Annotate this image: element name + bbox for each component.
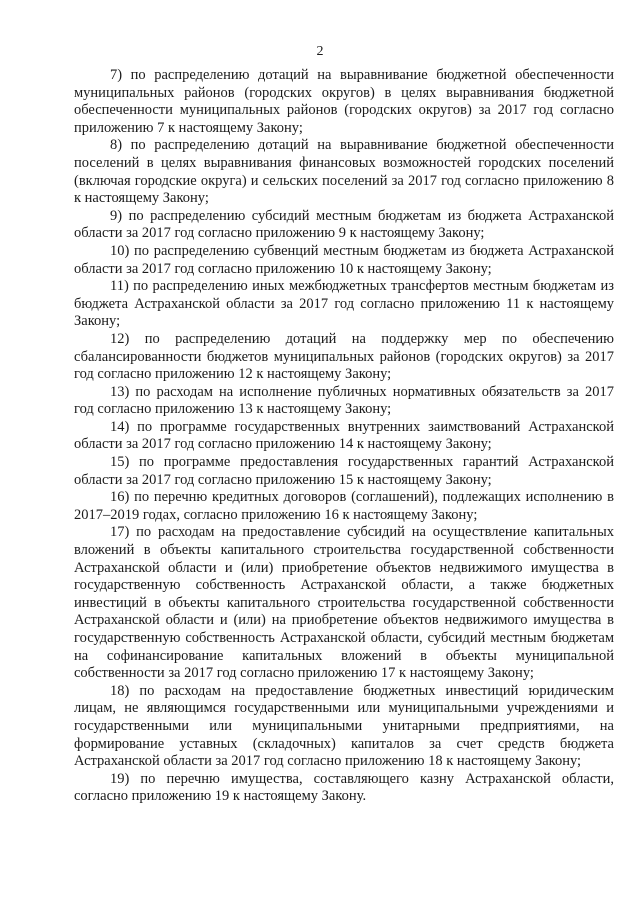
- paragraph-item-10: 10) по распределению субвенций местным бюджетам из бюджета Астраханской области за 2017 год согласно приложению 10 к настоящему Закону;: [74, 242, 614, 277]
- paragraph-item-19: 19) по перечню имущества, составляющего казну Астраханской области, согласно приложению 19 к настоящему Закону.: [74, 770, 614, 805]
- paragraph-item-9: 9) по распределению субсидий местным бюджетам из бюджета Астраханской области за 2017 год согласно приложению 9 к настоящему Закону;: [74, 207, 614, 242]
- paragraph-item-17: 17) по расходам на предоставление субсидий на осуществление капитальных вложений в объекты капитального строительства государственной собственности Астраханской области и (или) приобретение объектов недвижимого имущества в государственную собственность Астраханской области, а также бюджетных инвестиций в объекты капитального строительства государственной собственности Астраханской области и (или) на приобретение объектов недвижимого имущества в государственную собственность Астраханской области, субсидий местным бюджетам на софинансирование капитальных вложений в объекты муниципальной собственности за 2017 год согласно приложению 17 к настоящему Закону;: [74, 524, 614, 682]
- paragraph-item-15: 15) по программе предоставления государственных гарантий Астраханской области за 2017 год согласно приложению 15 к настоящему Закону;: [74, 454, 614, 488]
- document-body: [74, 67, 614, 806]
- paragraph-item-18: 18) по расходам на предоставление бюджетных инвестиций юридическим лицам, не являющимся государственными или муниципальными учреждениями и государственными или муниципальными унитарными предприятиями, на формирование уставных (складочных) капиталов за счет средств бюджета Астраханской области за 2017 год согласно приложению 18 к настоящему Закону;: [74, 682, 614, 770]
- paragraph-item-12: 12) по распределению дотаций на поддержку мер по обеспечению сбалансированности бюджетов муниципальных районов (городских округов) за 2017 год согласно приложению 12 к настоящему Закону;: [74, 330, 614, 383]
- page-number: 2: [316, 44, 324, 59]
- paragraph-item-13: 13) по расходам на исполнение публичных нормативных обязательств за 2017 год согласно приложению 13 к настоящему Закону;: [74, 383, 614, 418]
- paragraph-item-8: 8) по распределению дотаций на выравнивание бюджетной обеспеченности поселений в целях выравнивания финансовых возможностей городских поселений (включая городские округа) и сельских поселений за 2017 год согласно приложению 8 к настоящему Закону;: [74, 137, 614, 207]
- paragraph-item-11: 11) по распределению иных межбюджетных трансфертов местным бюджетам из бюджета Астраханской области за 2017 год согласно приложению 11 к настоящему Закону;: [74, 278, 614, 330]
- paragraph-item-14: 14) по программе государственных внутренних заимствований Астраханской области за 2017 год согласно приложению 14 к настоящему Закону;: [74, 418, 614, 453]
- paragraph-item-16: 16) по перечню кредитных договоров (соглашений), подлежащих исполнению в 2017–2019 годах, согласно приложению 16 к настоящему Закону;: [74, 489, 614, 523]
- paragraph-item-7: 7) по распределению дотаций на выравнивание бюджетной обеспеченности муниципальных районов (городских округов) в целях выравнивания бюджетной обеспеченности муниципальных районов (городских округов) за 2017 год согласно приложению 7 к настоящему Закону;: [74, 67, 614, 136]
